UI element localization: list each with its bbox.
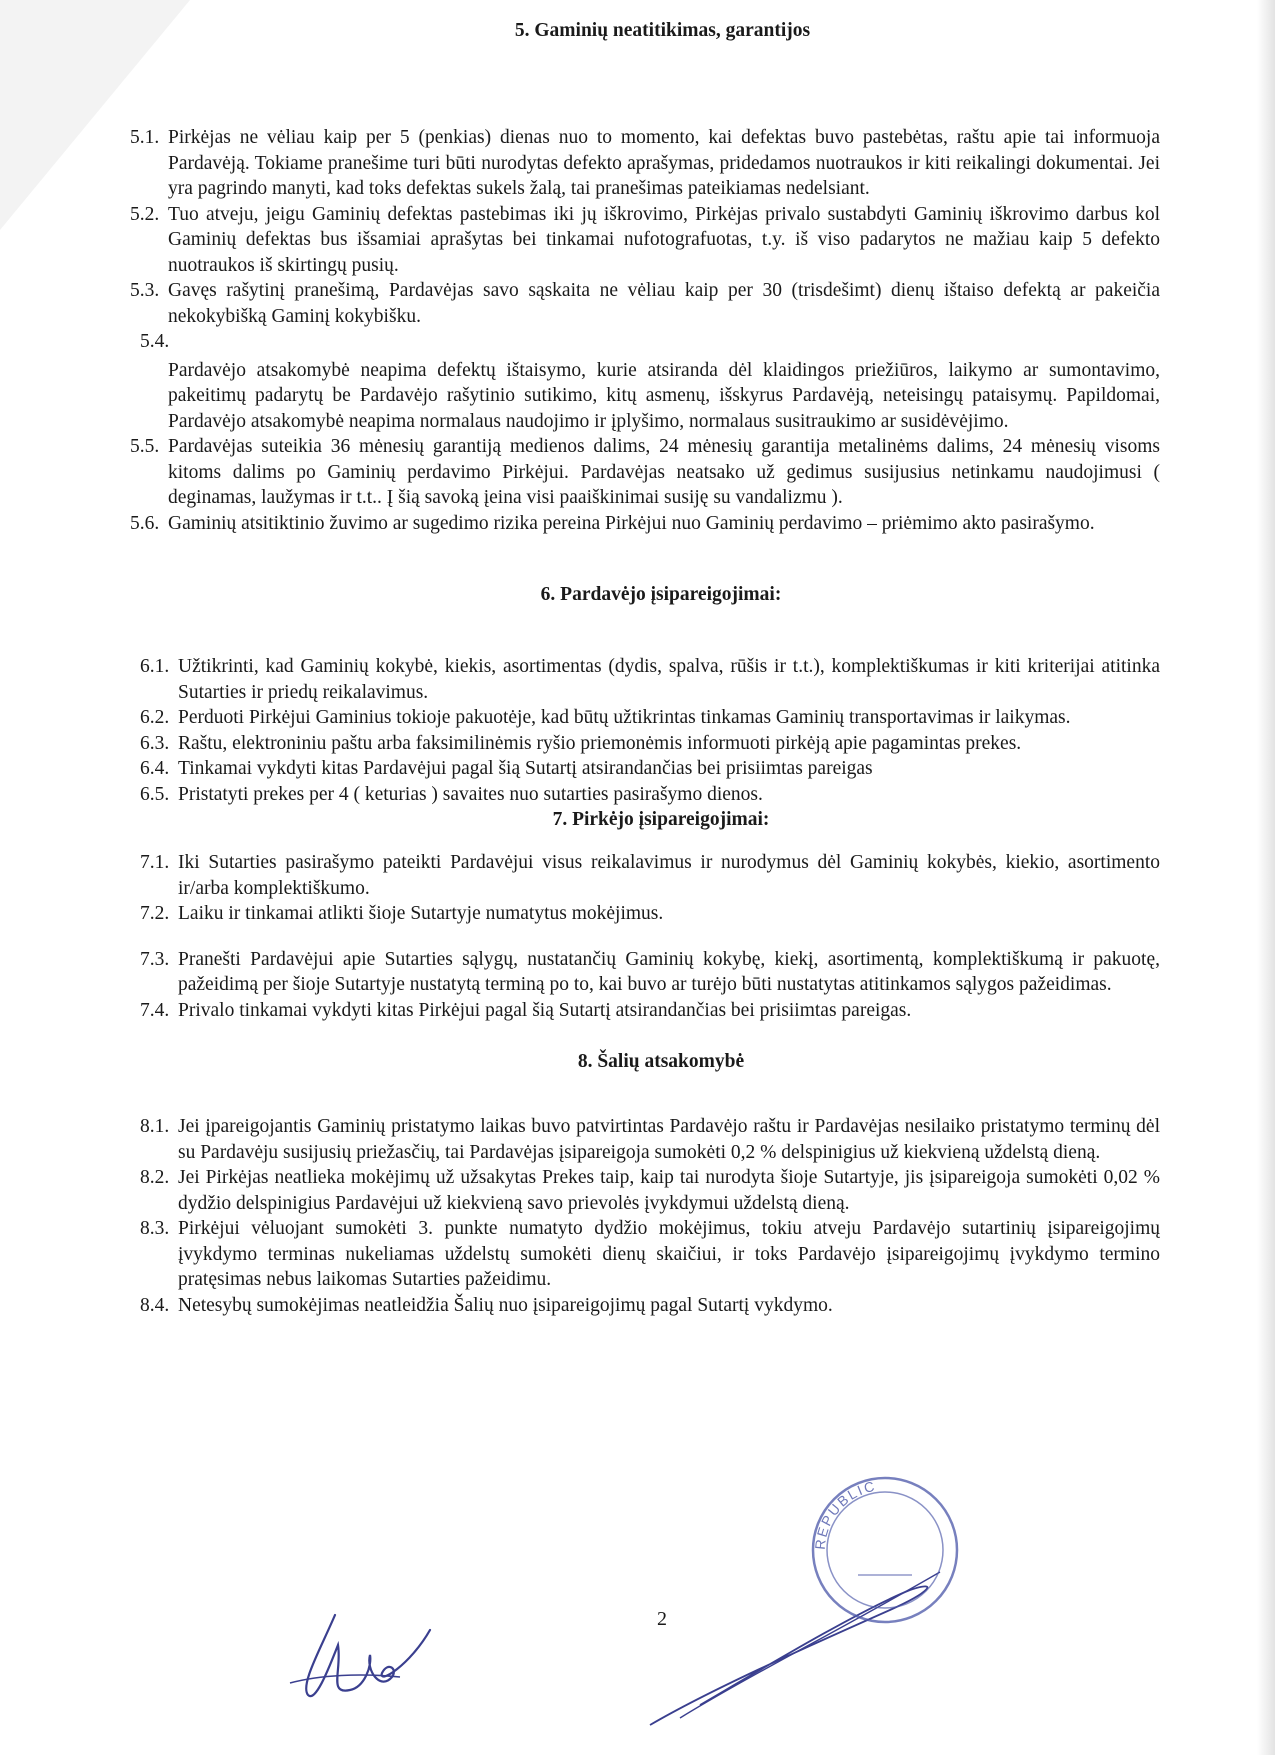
clause-6-3 bbox=[140, 731, 1160, 757]
clause-7-2 bbox=[140, 901, 1160, 927]
clause-5-2 bbox=[130, 202, 1160, 279]
scan-edge-right bbox=[1257, 0, 1275, 1755]
clause-number: 7.2. bbox=[140, 903, 170, 924]
clause-text: Jei įpareigojantis Gaminių pristatymo laikas buvo patvirtintas Pardavėjo raštu ir Pardavėjas nesilaiko pristatymo terminų dėl su Pardavėju susijusių priežasčių, tai Pardavėjas įsipareigoja sumokėti 0,2 % delspinigius už kiekvieną uždelstą dieną. bbox=[178, 1116, 1160, 1163]
clause-number: 5.6. bbox=[130, 512, 160, 534]
clause-number: 6.3. bbox=[140, 732, 170, 754]
clause-6-2 bbox=[140, 705, 1160, 731]
clause-number: 8.2. bbox=[140, 1167, 170, 1188]
document-page bbox=[130, 18, 1160, 1318]
clause-number: 8.4. bbox=[140, 1294, 170, 1316]
clause-5-3 bbox=[130, 278, 1160, 329]
section-8-title: 8. Šalių atsakomybė bbox=[577, 1051, 745, 1072]
clause-number: 6.2. bbox=[140, 707, 170, 728]
clause-text: Tinkamai vykdyti kitas Pardavėjui pagal šią Sutartį atsirandančias bei prisiimtas pareigas bbox=[178, 758, 873, 779]
clause-text: Pardavėjas suteikia 36 mėnesių garantiją medienos dalims, 24 mėnesių garantija metalinėms dalims, 24 mėnesių visoms kitoms dalims po Gaminių perdavimo Pirkėjui. Pardavėjas neatsako už gedimus susijusius netinkamu naudojimusi ( deginamas, laužymas ir t.t.. Į šią savoką įeina visi paaiškinimai susiję su vandalizmu ). bbox=[168, 436, 1160, 508]
section-5-title: 5. Gaminių neatitikimas, garantijos bbox=[514, 20, 811, 41]
clause-number: 7.3. bbox=[140, 948, 170, 970]
section-7-title: 7. Pirkėjo įsipareigojimai: bbox=[552, 809, 770, 830]
clause-5-6 bbox=[130, 511, 1160, 537]
clause-5-4 bbox=[140, 329, 1160, 434]
clause-number: 5.5. bbox=[130, 436, 160, 457]
clause-number: 6.1. bbox=[140, 656, 170, 677]
section-6 bbox=[140, 582, 1160, 807]
clause-text: Pirkėjui vėluojant sumokėti 3. punkte numatyto dydžio mokėjimus, tokiu atveju Pardavėjo sutartinių įsipareigojimų įvykdymo terminas nukeliamas uždelstų sumokėti dienų skaičiui, ir toks Pardavėjo įsipareigojimų įvykdymo termino pratęsimas nebus laikomas Sutarties pažeidimu. bbox=[178, 1218, 1160, 1290]
section-5 bbox=[130, 18, 1160, 536]
clause-8-4 bbox=[140, 1293, 1160, 1319]
clause-text: Gavęs rašytinį pranešimą, Pardavėjas savo sąskaita ne vėliau kaip per 30 (trisdešimt) dienų ištaiso defektą ar pakeičia nekokybišką Gaminį kokybišku. bbox=[168, 280, 1160, 327]
clause-text: Jei Pirkėjas neatlieka mokėjimų už užsakytas Prekes taip, kaip tai nurodyta šioje Sutartyje, jis įsipareigoja sumokėti 0,02 % dydžio delspinigius Pardavėjui už kiekvieną savo prievolės įvykdymui uždelstą dieną. bbox=[178, 1167, 1160, 1214]
clause-text: Laiku ir tinkamai atlikti šioje Sutartyje numatytus mokėjimus. bbox=[178, 903, 664, 924]
clause-number: 7.4. bbox=[140, 999, 170, 1021]
clause-text: Gaminių atsitiktinio žuvimo ar sugedimo rizika pereina Pirkėjui nuo Gaminių perdavimo – priėmimo akto pasirašymo. bbox=[168, 512, 1095, 534]
clause-number: 7.1. bbox=[140, 852, 170, 873]
clause-8-2 bbox=[140, 1165, 1160, 1216]
signature-left bbox=[280, 1595, 480, 1715]
page-number: 2 bbox=[657, 1608, 667, 1630]
clause-number: 8.1. bbox=[140, 1116, 170, 1137]
clause-text: Pristatyti prekes per 4 ( keturias ) savaites nuo sutarties pasirašymo dienos. bbox=[178, 783, 763, 805]
stamp-text: REPUBLIC bbox=[811, 1477, 878, 1551]
clause-text: Iki Sutarties pasirašymo pateikti Pardavėjui visus reikalavimus ir nurodymus dėl Gaminių kokybės, kiekio, asortimento ir/arba komplektiškumo. bbox=[178, 852, 1160, 899]
clause-number: 6.5. bbox=[140, 783, 170, 805]
clause-5-5 bbox=[130, 434, 1160, 511]
clause-8-1 bbox=[140, 1114, 1160, 1165]
clause-text: Tuo atveju, jeigu Gaminių defektas pastebimas iki jų iškrovimo, Pirkėjas privalo sustabdyti Gaminių iškrovimo darbus kol Gaminių defektas bus išsamiai aprašytas bei tinkamai nufotografuotas, t.y. iš viso padarytos ne mažiau kaip 5 defekto nuotraukos iš skirtingų pusių. bbox=[168, 203, 1160, 276]
section-7 bbox=[140, 807, 1160, 1023]
clause-7-3 bbox=[140, 947, 1160, 998]
clause-number: 5.1. bbox=[130, 127, 160, 148]
section-6-title: 6. Pardavėjo įsipareigojimai: bbox=[540, 584, 782, 605]
clause-6-1 bbox=[140, 654, 1160, 705]
clause-number: 6.4. bbox=[140, 758, 170, 779]
svg-text:REPUBLIC bbox=[812, 1478, 878, 1551]
clause-text: Perduoti Pirkėjui Gaminius tokioje pakuotėje, kad būtų užtikrintas tinkamas Gaminių transportavimas ir laikymas. bbox=[178, 707, 1071, 728]
clause-7-1 bbox=[140, 850, 1160, 901]
clause-number: 5.3. bbox=[130, 280, 160, 301]
section-8 bbox=[140, 1049, 1160, 1318]
clause-text: Užtikrinti, kad Gaminių kokybė, kiekis, asortimentas (dydis, spalva, rūšis ir t.t.), komplektiškumas ir kiti kriterijai atitinka Sutarties ir priedų reikalavimus. bbox=[178, 656, 1160, 703]
clause-number: 5.4. bbox=[140, 331, 170, 352]
clause-5-1 bbox=[130, 125, 1160, 202]
clause-text: Pardavėjo atsakomybė neapima defektų ištaisymo, kurie atsiranda dėl klaidingos priežiūros, laikymo ar sumontavimo, pakeitimų padarytų be Pardavėjo rašytinio sutikimo, kitų asmenų, išskyrus Pardavėją, neteisingų pataisymų. Papildomai, Pardavėjo atsakomybė neapima normalaus naudojimo ir įplyšimo, normalaus susitraukimo ar susidėvėjimo. bbox=[168, 359, 1160, 432]
clause-text: Pranešti Pardavėjui apie Sutarties sąlygų, nustatančių Gaminių kokybę, kiekį, asortimentą, komplektiškumą ir pakuotę, pažeidimą per šioje Sutartyje nustatytą terminą po to, kai buvo ar turėjo būti nustatytas atitinkamos sąlygos pažeidimas. bbox=[178, 948, 1160, 995]
clause-number: 5.2. bbox=[130, 203, 160, 225]
company-stamp bbox=[800, 1465, 970, 1635]
clause-6-4 bbox=[140, 756, 1160, 782]
clause-6-5 bbox=[140, 782, 1160, 808]
clause-text: Pirkėjas ne vėliau kaip per 5 (penkias) dienas nuo to momento, kai defektas buvo pastebėtas, raštu apie tai informuoja Pardavėją. Tokiame pranešime turi būti nurodytas defekto aprašymas, pridedamos nuotraukos ir kiti reikalingi dokumentai. Jei yra pagrindo manyti, kad toks defektas sukels žalą, tai pranešimas pateikiamas nedelsiant. bbox=[168, 127, 1160, 199]
clause-7-4 bbox=[140, 998, 1160, 1024]
clause-text: Privalo tinkamai vykdyti kitas Pirkėjui pagal šią Sutartį atsirandančias bei prisiimtas pareigas. bbox=[178, 999, 912, 1021]
clause-8-3 bbox=[140, 1216, 1160, 1293]
clause-text: Netesybų sumokėjimas neatleidžia Šalių nuo įsipareigojimų pagal Sutartį vykdymo. bbox=[178, 1294, 833, 1316]
clause-number: 8.3. bbox=[140, 1218, 170, 1239]
clause-text: Raštu, elektroniniu paštu arba faksimilinėmis ryšio priemonėmis informuoti pirkėją apie pagamintas prekes. bbox=[178, 732, 1022, 754]
